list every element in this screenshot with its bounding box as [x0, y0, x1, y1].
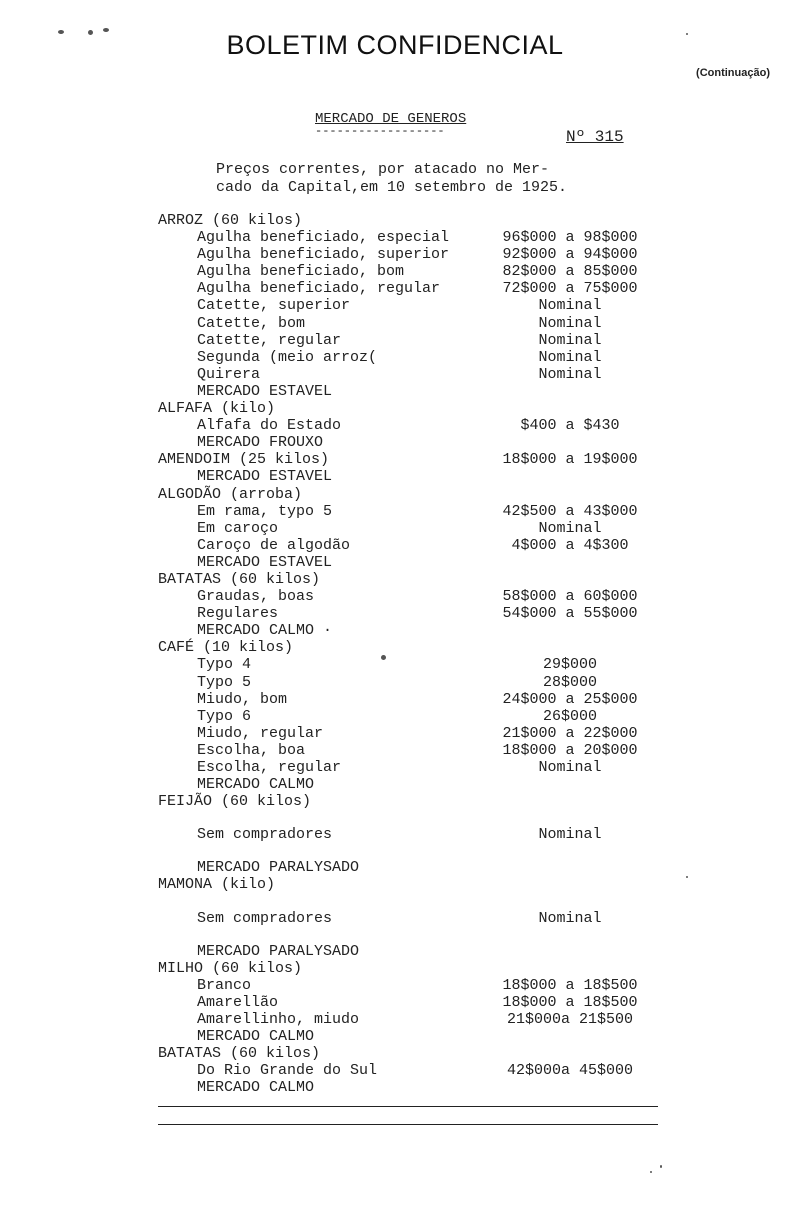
- category-row: [0, 451, 790, 468]
- scan-speck: [686, 33, 688, 35]
- price-value: Nominal: [538, 759, 602, 776]
- item-label: MERCADO PARALYSADO: [197, 859, 360, 877]
- scan-speck: [650, 1171, 652, 1173]
- category-row: [0, 960, 790, 977]
- price-value: 26$000: [542, 707, 597, 725]
- item-row: [0, 537, 790, 554]
- category-label: BATATAS (60 kilos): [158, 570, 321, 588]
- item-label: MERCADO CALMO: [197, 1079, 315, 1097]
- scan-speck: [381, 655, 386, 660]
- item-label: Em caroço: [197, 519, 279, 537]
- item-row: [0, 503, 790, 520]
- price-value: 21$000 a 22$000: [502, 724, 638, 742]
- category-row: [0, 400, 790, 417]
- item-row: [0, 315, 790, 332]
- bottom-rule-2: [158, 1124, 658, 1125]
- item-label: Agulha beneficiado, especial: [197, 229, 450, 247]
- item-row: [0, 994, 790, 1011]
- item-label: Regulares: [197, 605, 279, 623]
- item-row: [0, 280, 790, 297]
- category-row: [0, 876, 790, 893]
- item-label: MERCADO CALMO: [197, 1028, 315, 1046]
- item-label: MERCADO ESTAVEL: [197, 468, 333, 486]
- item-label: Catette, regular: [197, 331, 342, 349]
- scan-speck: [103, 28, 109, 32]
- item-row: [0, 910, 790, 927]
- item-row: [0, 417, 790, 434]
- price-value: 28$000: [542, 673, 597, 691]
- item-row: [0, 859, 790, 876]
- scan-speck: [660, 1165, 662, 1168]
- scan-speck: [88, 30, 93, 35]
- category-label: MAMONA (kilo): [158, 876, 276, 894]
- price-value: 82$000 a 85$000: [502, 263, 638, 281]
- item-label: Segunda (meio arroz(: [197, 348, 378, 366]
- price-value: 54$000 a 55$000: [502, 605, 638, 623]
- bulletin-number: Nº 315: [566, 128, 624, 146]
- item-label: Amarellão: [197, 993, 279, 1011]
- item-row: [0, 943, 790, 960]
- item-row: [0, 742, 790, 759]
- category-label: AMENDOIM (25 kilos): [158, 451, 330, 469]
- intro-text: [216, 161, 567, 197]
- category-row: [0, 639, 790, 656]
- category-label: ALGODÃO (arroba): [158, 485, 303, 503]
- item-row: [0, 246, 790, 263]
- item-row: [0, 554, 790, 571]
- item-row: [0, 622, 790, 639]
- intro-line-2: cado da Capital,em 10 setembro de 1925.: [216, 179, 568, 196]
- price-value: Nominal: [538, 314, 602, 332]
- item-label: MERCADO CALMO: [197, 776, 315, 794]
- price-value: $400 a $430: [520, 417, 620, 435]
- item-label: Agulha beneficiado, superior: [197, 246, 450, 264]
- item-row: [0, 383, 790, 400]
- category-label: MILHO (60 kilos): [158, 959, 303, 977]
- item-label: Escolha, boa: [197, 741, 306, 759]
- category-row: [0, 486, 790, 503]
- scan-speck: [686, 876, 688, 878]
- item-label: MERCADO ESTAVEL: [197, 553, 333, 571]
- category-label: ARROZ (60 kilos): [158, 212, 303, 229]
- price-value: Nominal: [538, 331, 602, 349]
- price-value: 92$000 a 94$000: [502, 246, 638, 264]
- price-value: 18$000 a 18$500: [502, 976, 638, 994]
- price-value: 4$000 a 4$300: [511, 536, 629, 554]
- scan-speck: [58, 30, 64, 34]
- item-label: Sem compradores: [197, 909, 333, 927]
- price-value: Nominal: [538, 348, 602, 366]
- item-label: Alfafa do Estado: [197, 417, 342, 435]
- item-label: Quirera: [197, 365, 261, 383]
- price-value: 42$000a 45$000: [506, 1062, 634, 1080]
- category-label: ALFAFA (kilo): [158, 400, 276, 418]
- category-row: [0, 212, 790, 229]
- category-label: CAFÉ (10 kilos): [158, 639, 294, 657]
- item-row: [0, 826, 790, 843]
- price-value: 96$000 a 98$000: [502, 229, 638, 247]
- item-label: Em rama, typo 5: [197, 502, 333, 520]
- price-value: 18$000 a 18$500: [502, 993, 638, 1011]
- item-label: Catette, bom: [197, 314, 306, 332]
- item-label: Sem compradores: [197, 826, 333, 844]
- item-row: [0, 776, 790, 793]
- section-title: MERCADO DE GENEROS: [315, 111, 467, 127]
- item-row: [0, 366, 790, 383]
- item-row: [0, 725, 790, 742]
- price-value: Nominal: [538, 519, 602, 537]
- item-row: [0, 656, 790, 673]
- item-label: MERCADO ESTAVEL: [197, 382, 333, 400]
- item-row: [0, 759, 790, 776]
- category-row: [0, 1045, 790, 1062]
- price-value: 24$000 a 25$000: [502, 690, 638, 708]
- category-label: BATATAS (60 kilos): [158, 1045, 321, 1063]
- price-value: Nominal: [538, 365, 602, 383]
- item-row: [0, 605, 790, 622]
- item-label: Agulha beneficiado, bom: [197, 263, 405, 281]
- item-label: Graudas, boas: [197, 588, 315, 606]
- item-row: [0, 349, 790, 366]
- item-row: [0, 1062, 790, 1079]
- item-label: MERCADO CALMO ·: [197, 622, 333, 640]
- item-row: [0, 708, 790, 725]
- price-value: 21$000a 21$500: [506, 1011, 634, 1029]
- item-row: [0, 297, 790, 314]
- item-row: [0, 1028, 790, 1045]
- item-row: [0, 691, 790, 708]
- item-label: Miudo, bom: [197, 690, 288, 708]
- category-row: [0, 571, 790, 588]
- price-value: Nominal: [538, 909, 602, 927]
- item-label: Miudo, regular: [197, 724, 324, 742]
- dashed-underline: ------------------: [315, 124, 445, 138]
- item-label: MERCADO PARALYSADO: [197, 942, 360, 960]
- price-value: Nominal: [538, 297, 602, 315]
- price-value: 72$000 a 75$000: [502, 280, 638, 298]
- item-label: Escolha, regular: [197, 759, 342, 776]
- item-row: [0, 520, 790, 537]
- category-label: FEIJÃO (60 kilos): [158, 793, 312, 811]
- item-row: [0, 332, 790, 349]
- item-label: Typo 4: [197, 656, 252, 674]
- price-value: 18$000 a 20$000: [502, 741, 638, 759]
- item-row: [0, 468, 790, 485]
- category-row: [0, 793, 790, 810]
- price-value: 29$000: [542, 656, 597, 674]
- item-row: [0, 434, 790, 451]
- continuation-label: (Continuação): [696, 67, 770, 79]
- price-value: 18$000 a 19$000: [502, 451, 638, 469]
- price-value: 58$000 a 60$000: [502, 588, 638, 606]
- item-row: [0, 588, 790, 605]
- item-label: Typo 6: [197, 707, 252, 725]
- bulletin-title: BOLETIM CONFIDENCIAL: [226, 30, 564, 60]
- item-row: [0, 1079, 790, 1096]
- bottom-rule-1: [158, 1106, 658, 1107]
- item-row: [0, 674, 790, 691]
- item-label: Caroço de algodão: [197, 536, 351, 554]
- item-label: Typo 5: [197, 673, 252, 691]
- item-label: Do Rio Grande do Sul: [197, 1062, 378, 1080]
- item-label: MERCADO FROUXO: [197, 434, 324, 452]
- item-row: [0, 977, 790, 994]
- price-value: Nominal: [538, 826, 602, 844]
- item-row: [0, 263, 790, 280]
- price-list: [0, 212, 790, 1097]
- price-value: 42$500 a 43$000: [502, 502, 638, 520]
- intro-line-1: Preços correntes, por atacado no Mer-: [216, 161, 550, 178]
- item-label: Branco: [197, 976, 252, 994]
- item-label: Amarellinho, miudo: [197, 1011, 360, 1029]
- item-row: [0, 1011, 790, 1028]
- item-label: Catette, superior: [197, 297, 351, 315]
- item-label: Agulha beneficiado, regular: [197, 280, 441, 298]
- item-row: [0, 229, 790, 246]
